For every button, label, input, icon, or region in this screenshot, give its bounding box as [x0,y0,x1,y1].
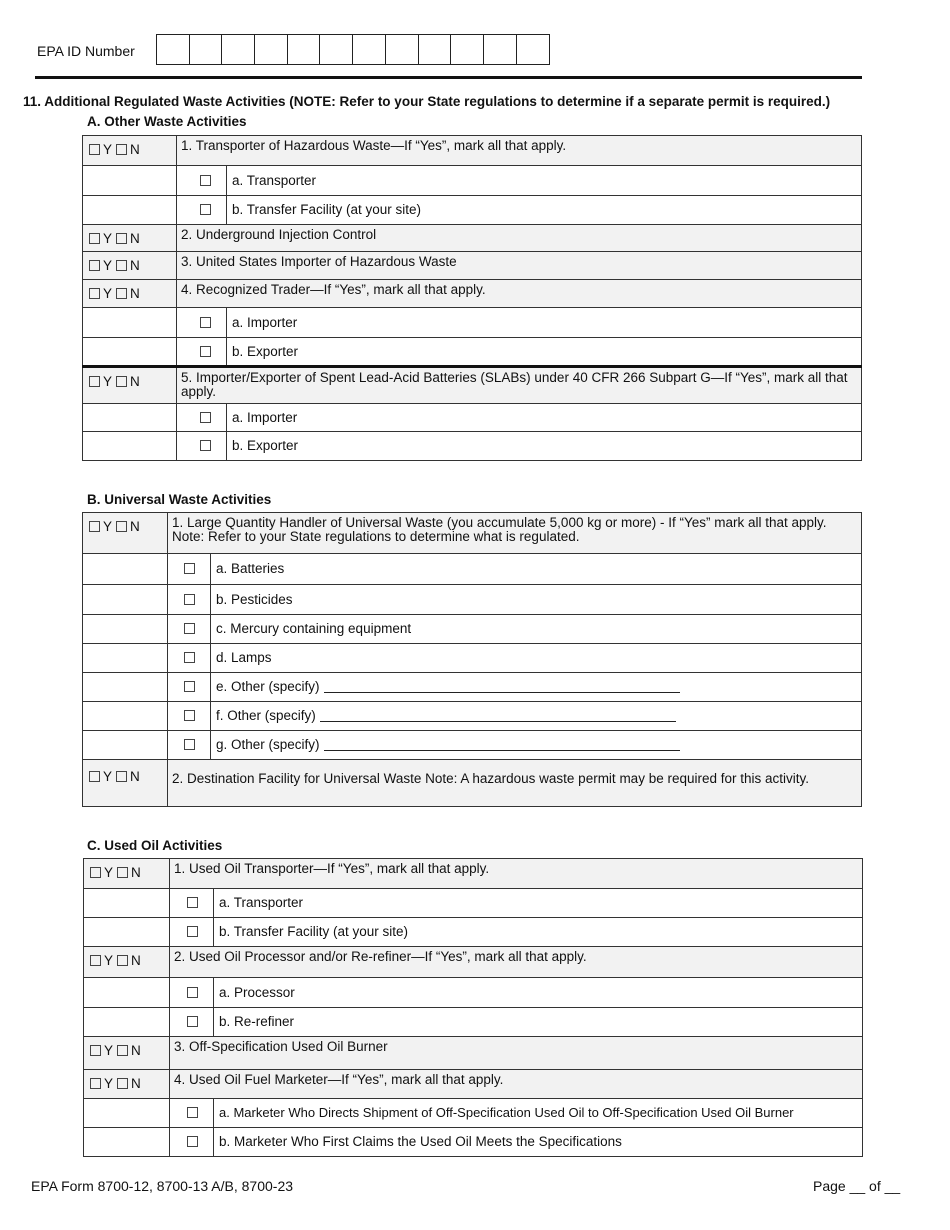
option-row [83,338,862,367]
question-text: 1. Large Quantity Handler of Universal Waste (you accumulate 5,000 kg or more) - If “Yes” mark all that apply. Note: Refer to your State regulations to determine what is regulated. [168,513,862,554]
question-row [84,1070,863,1099]
epa-id-digit-box[interactable] [484,35,517,64]
no-checkbox[interactable] [116,144,127,155]
no-checkbox[interactable] [116,521,127,532]
epa-id-digit-box[interactable] [255,35,288,64]
no-checkbox[interactable] [117,867,128,878]
option-row [83,404,862,432]
question-row [83,280,862,308]
question-text: 2. Destination Facility for Universal Waste Note: A hazardous waste permit may be required for this activity. [168,760,862,807]
yes-checkbox[interactable] [89,233,100,244]
option-row [83,644,862,673]
epa-id-digit-box[interactable] [517,35,550,64]
option-checkbox[interactable] [184,563,195,574]
option-checkbox[interactable] [200,175,211,186]
section-b-table [82,512,862,807]
question-row [84,859,863,889]
question-row [84,1037,863,1070]
option-checkbox[interactable] [187,926,198,937]
question-text: 5. Importer/Exporter of Spent Lead-Acid Batteries (SLABs) under 40 CFR 266 Subpart G—If “Yes”, mark all that apply. [177,367,862,404]
yes-no-choice: Y N [83,225,177,252]
option-row [84,889,863,918]
option-checkbox[interactable] [187,897,198,908]
yes-checkbox[interactable] [89,771,100,782]
question-row [84,947,863,978]
option-label: a. Processor [214,978,863,1008]
question-row [83,225,862,252]
question-row [83,367,862,404]
no-checkbox[interactable] [116,260,127,271]
yes-no-choice: Y N [84,1037,170,1070]
option-row [83,432,862,461]
question-text: 3. Off-Specification Used Oil Burner [170,1037,863,1070]
option-row [83,308,862,338]
option-row-other [211,731,862,760]
specify-field[interactable] [324,681,680,693]
no-checkbox[interactable] [116,288,127,299]
yes-checkbox[interactable] [89,376,100,387]
epa-id-digit-box[interactable] [222,35,255,64]
no-checkbox[interactable] [117,955,128,966]
option-checkbox[interactable] [184,710,195,721]
option-label: f. Other (specify) [216,708,316,723]
option-row [83,196,862,225]
option-row-other [211,673,862,702]
no-checkbox[interactable] [117,1045,128,1056]
option-checkbox[interactable] [187,987,198,998]
yes-no-choice: Y N [84,947,170,978]
option-label: b. Marketer Who First Claims the Used Oil Meets the Specifications [214,1128,863,1157]
option-label: b. Transfer Facility (at your site) [214,918,863,947]
question-text: 4. Recognized Trader—If “Yes”, mark all that apply. [177,280,862,308]
section-c-table [83,858,863,1157]
option-label: b. Transfer Facility (at your site) [227,196,862,225]
section-11-title: 11. Additional Regulated Waste Activities (NOTE: Refer to your State regulations to determine if a separate permit is required.) [23,94,831,109]
section-a-table [82,135,862,461]
yes-no-choice: Y N [83,367,177,404]
yes-no-choice: Y N [84,859,170,889]
question-row [83,760,862,807]
no-checkbox[interactable] [116,233,127,244]
yes-no-choice: Y N [83,513,168,554]
option-label: b. Re-refiner [214,1008,863,1037]
yes-no-choice: Y N [83,136,177,166]
option-label: b. Pesticides [211,585,862,615]
question-text: 2. Underground Injection Control [177,225,862,252]
epa-id-input[interactable] [156,34,550,65]
option-row-other [211,702,862,731]
header-divider [35,76,862,79]
section-c-title: C. Used Oil Activities [87,838,223,853]
option-row [83,554,862,585]
yes-checkbox[interactable] [89,288,100,299]
option-label: g. Other (specify) [216,737,320,752]
option-checkbox[interactable] [184,623,195,634]
yes-checkbox[interactable] [90,1045,101,1056]
yes-no-choice: Y N [83,252,177,280]
option-checkbox[interactable] [200,317,211,328]
specify-field[interactable] [320,710,676,722]
option-checkbox[interactable] [187,1016,198,1027]
option-label: a. Transporter [227,166,862,196]
form-number: EPA Form 8700-12, 8700-13 A/B, 8700-23 [31,1178,294,1194]
question-row [83,513,862,554]
option-label: a. Marketer Who Directs Shipment of Off-Specification Used Oil to Off-Specification Used Oil Burner [214,1099,863,1128]
option-checkbox[interactable] [187,1107,198,1118]
yes-checkbox[interactable] [90,1078,101,1089]
option-row [84,1008,863,1037]
question-row [83,136,862,166]
option-row [83,615,862,644]
option-label: a. Transporter [214,889,863,918]
option-checkbox[interactable] [200,346,211,357]
option-checkbox[interactable] [200,412,211,423]
specify-field[interactable] [324,739,680,751]
option-row [84,978,863,1008]
question-text: 3. United States Importer of Hazardous Waste [177,252,862,280]
option-checkbox[interactable] [184,739,195,750]
page-number: Page __ of __ [813,1178,901,1194]
no-checkbox[interactable] [116,771,127,782]
section-b-title: B. Universal Waste Activities [87,492,272,507]
epa-id-digit-box[interactable] [386,35,419,64]
option-label: a. Importer [227,404,862,432]
yes-checkbox[interactable] [90,955,101,966]
option-row [84,1099,863,1128]
option-row [84,1128,863,1157]
question-text: 1. Transporter of Hazardous Waste—If “Yes”, mark all that apply. [177,136,862,166]
question-text: 1. Used Oil Transporter—If “Yes”, mark all that apply. [170,859,863,889]
option-checkbox[interactable] [200,204,211,215]
option-row [84,918,863,947]
option-checkbox[interactable] [187,1136,198,1147]
option-row [83,673,862,702]
epa-id-digit-box[interactable] [353,35,386,64]
option-row [83,702,862,731]
option-label: b. Exporter [227,432,862,461]
yes-checkbox[interactable] [89,144,100,155]
option-checkbox[interactable] [184,681,195,692]
epa-id-digit-box[interactable] [157,35,190,64]
option-label: a. Batteries [211,554,862,585]
option-checkbox[interactable] [200,440,211,451]
yes-no-choice: Y N [83,280,177,308]
option-row [83,166,862,196]
no-checkbox[interactable] [116,376,127,387]
epa-id-digit-box[interactable] [419,35,452,64]
epa-id-digit-box[interactable] [451,35,484,64]
question-text: 4. Used Oil Fuel Marketer—If “Yes”, mark all that apply. [170,1070,863,1099]
question-row [83,252,862,280]
option-row [83,731,862,760]
yes-checkbox[interactable] [90,867,101,878]
epa-id-label: EPA ID Number [37,43,135,59]
epa-id-digit-box[interactable] [288,35,321,64]
option-label: b. Exporter [227,338,862,367]
option-checkbox[interactable] [184,652,195,663]
yes-no-choice: Y N [84,1070,170,1099]
epa-id-digit-box[interactable] [320,35,353,64]
option-label: d. Lamps [211,644,862,673]
section-a-title: A. Other Waste Activities [87,114,247,129]
option-checkbox[interactable] [184,594,195,605]
question-text: 2. Used Oil Processor and/or Re-refiner—If “Yes”, mark all that apply. [170,947,863,978]
option-label: c. Mercury containing equipment [211,615,862,644]
yes-checkbox[interactable] [89,521,100,532]
yes-checkbox[interactable] [89,260,100,271]
option-row [83,585,862,615]
option-label: e. Other (specify) [216,679,320,694]
epa-id-digit-box[interactable] [190,35,223,64]
yes-no-choice: Y N [83,760,168,807]
no-checkbox[interactable] [117,1078,128,1089]
option-label: a. Importer [227,308,862,338]
